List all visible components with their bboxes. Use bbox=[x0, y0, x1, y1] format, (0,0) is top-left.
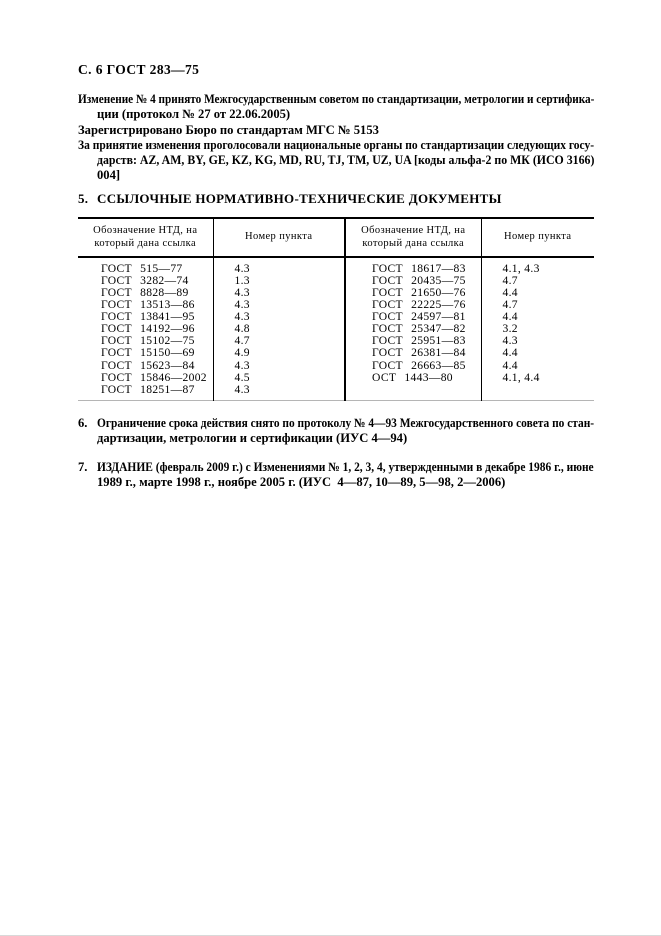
ntd-designation: ОСТ 1443—80 bbox=[345, 372, 481, 384]
section-number: 7. bbox=[78, 459, 88, 474]
ntd-designation: ГОСТ 25951—83 bbox=[345, 335, 481, 347]
ntd-designation: ГОСТ 13841—95 bbox=[78, 311, 213, 323]
clause-number: 4.9 bbox=[213, 347, 345, 359]
text-line: ции (протокол № 27 от 22.06.2005) bbox=[97, 107, 291, 122]
clause-number: 3.2 bbox=[502, 322, 518, 336]
clause-number: 4.4 bbox=[502, 310, 518, 324]
clause-number: 4.3 bbox=[213, 299, 345, 311]
text-line: Зарегистрировано Бюро по стандартам МГС № 5153 bbox=[78, 122, 379, 137]
clause-number: 4.3 bbox=[502, 334, 518, 348]
section-5-heading bbox=[78, 191, 594, 207]
clause-number: 4.4 bbox=[502, 285, 518, 299]
section-title: ССЫЛОЧНЫЕ НОРМАТИВНО-ТЕХНИЧЕСКИЕ ДОКУМЕНТЫ bbox=[97, 190, 502, 206]
references-table-wrapper bbox=[78, 217, 594, 401]
ntd-designation: ГОСТ 15846—2002 bbox=[78, 372, 213, 384]
registration-paragraph bbox=[78, 123, 594, 138]
ntd-designation: ГОСТ 18617—83 bbox=[345, 257, 481, 275]
column-header-clause: Номер пункта bbox=[481, 218, 594, 257]
column-header-designation: Обозначение НТД, на который дана ссылка bbox=[78, 218, 213, 257]
text-line: За принятие изменения проголосовали национальные органы по стандартизации следующих госу- bbox=[78, 137, 595, 152]
text-line: ИЗДАНИЕ (февраль 2009 г.) с Изменениями № 1, 2, 3, 4, утвержденными в декабре 1986 г., июне bbox=[97, 459, 594, 474]
ntd-designation: ГОСТ 20435—75 bbox=[345, 275, 481, 287]
column-header-designation: Обозначение НТД, на который дана ссылка bbox=[345, 218, 481, 257]
clause-number: 4.7 bbox=[502, 298, 518, 312]
section-number: 5. bbox=[78, 190, 89, 206]
ntd-designation bbox=[345, 384, 481, 401]
references-table bbox=[78, 217, 594, 401]
clause-number: 1.3 bbox=[213, 275, 345, 287]
ntd-designation: ГОСТ 3282—74 bbox=[78, 275, 213, 287]
clause-number: 4.1, 4.4 bbox=[502, 370, 540, 384]
amendment-note bbox=[78, 92, 594, 184]
ntd-designation: ГОСТ 15102—75 bbox=[78, 335, 213, 347]
ntd-designation: ГОСТ 26381—84 bbox=[345, 347, 481, 359]
clause-number: 4.3 bbox=[213, 311, 345, 323]
voting-paragraph bbox=[78, 138, 594, 184]
clause-number: 4.4 bbox=[502, 358, 518, 372]
text-line: Ограничение срока действия снято по протоколу № 4—93 Межгосударственного совета по стан- bbox=[97, 415, 595, 430]
ntd-designation: ГОСТ 26663—85 bbox=[345, 360, 481, 372]
header-row bbox=[78, 218, 594, 257]
ntd-designation: ГОСТ 8828—89 bbox=[78, 287, 213, 299]
ntd-designation: ГОСТ 18251—87 bbox=[78, 384, 213, 401]
clause-number: 4.3 bbox=[213, 384, 345, 401]
section-6 bbox=[78, 416, 594, 447]
clause-number: 4.7 bbox=[213, 335, 345, 347]
text-line: 1989 г., марте 1998 г., ноябре 2005 г. (ИУС 4—87, 10—89, 5—98, 2—2006) bbox=[97, 475, 506, 490]
clause-number: 4.1, 4.3 bbox=[502, 261, 540, 275]
ntd-designation: ГОСТ 14192—96 bbox=[78, 323, 213, 335]
ntd-designation: ГОСТ 515—77 bbox=[78, 257, 213, 275]
ntd-designation: ГОСТ 15150—69 bbox=[78, 347, 213, 359]
clause-number: 4.3 bbox=[213, 257, 345, 275]
table-row bbox=[78, 360, 594, 372]
text-line: 004] bbox=[97, 168, 121, 183]
ntd-designation: ГОСТ 13513—86 bbox=[78, 299, 213, 311]
clause-number: 4.3 bbox=[213, 360, 345, 372]
document-page bbox=[78, 0, 594, 491]
table-row bbox=[78, 257, 594, 275]
ntd-table-body bbox=[78, 257, 594, 401]
section-number: 6. bbox=[78, 415, 88, 430]
text-line: Изменение № 4 принято Межгосударственным советом по стандартизации, метрологии и сертифика- bbox=[78, 92, 595, 106]
column-header-clause: Номер пункта bbox=[213, 218, 345, 257]
table-row bbox=[78, 372, 594, 384]
table-row bbox=[78, 384, 594, 401]
table-row bbox=[78, 347, 594, 359]
ntd-designation: ГОСТ 24597—81 bbox=[345, 311, 481, 323]
text-line: дартизации, метрологии и сертификации (ИУС 4—94) bbox=[97, 431, 408, 446]
ntd-designation: ГОСТ 22225—76 bbox=[345, 299, 481, 311]
page-header: С. 6 ГОСТ 283—75 bbox=[78, 62, 200, 77]
ntd-designation: ГОСТ 21650—76 bbox=[345, 287, 481, 299]
ntd-designation: ГОСТ 25347—82 bbox=[345, 323, 481, 335]
clause-number: 4.5 bbox=[213, 372, 345, 384]
clause-number bbox=[481, 384, 594, 401]
amendment-paragraph bbox=[78, 92, 594, 123]
text-line: дарств: AZ, AM, BY, GE, KZ, KG, MD, RU, TJ, TM, UZ, UA [коды альфа-2 по МК (ИСО 3166) bbox=[97, 153, 595, 168]
clause-number: 4.8 bbox=[213, 323, 345, 335]
clause-number: 4.4 bbox=[502, 346, 518, 360]
section-7 bbox=[78, 460, 594, 491]
ntd-designation: ГОСТ 15623—84 bbox=[78, 360, 213, 372]
references-table-header bbox=[78, 218, 594, 257]
clause-number: 4.3 bbox=[213, 287, 345, 299]
clause-number: 4.7 bbox=[502, 273, 518, 287]
